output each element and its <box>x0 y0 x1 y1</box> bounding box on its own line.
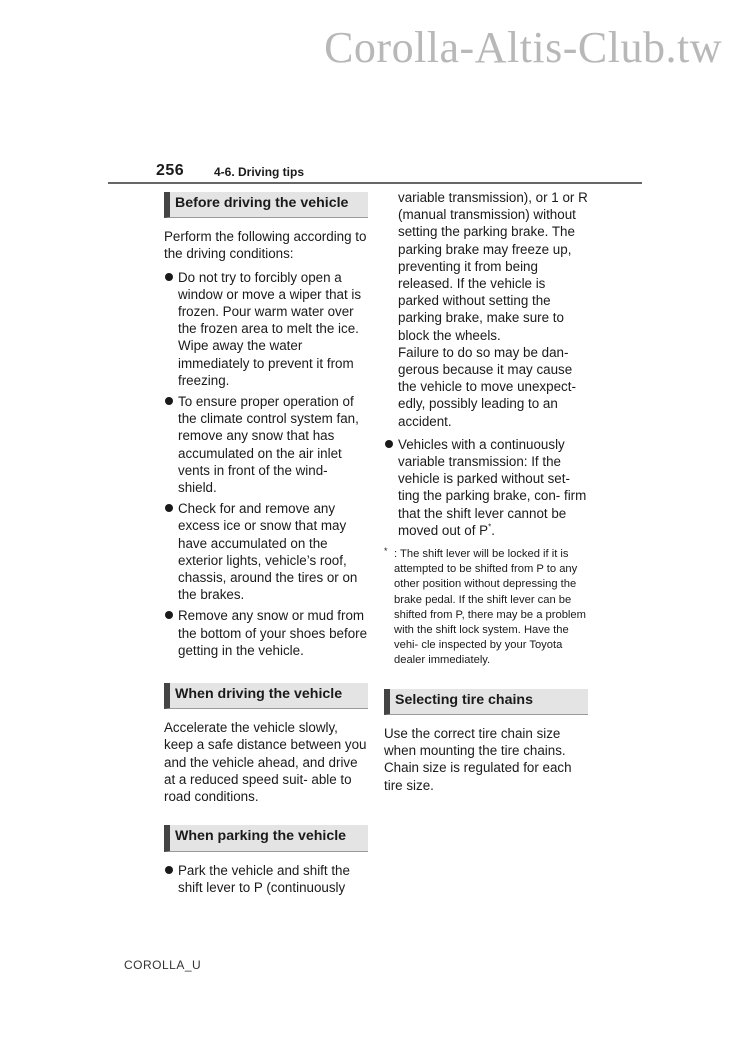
section-title: 4-6. Driving tips <box>214 165 305 179</box>
heading-when-driving: When driving the vehicle <box>164 683 368 709</box>
bullet-icon <box>385 440 393 448</box>
footnote-asterisk: * <box>384 546 388 557</box>
bullet-icon <box>165 273 173 281</box>
footnote <box>384 547 588 669</box>
list-item-text-end: . <box>491 522 495 538</box>
list-item <box>164 862 368 896</box>
header-rule <box>108 182 642 184</box>
spacer <box>164 805 368 825</box>
heading-when-parking: When parking the vehicle <box>164 825 368 851</box>
list-item <box>384 436 588 539</box>
watermark: Corolla-Altis-Club.tw <box>324 23 722 72</box>
list-item <box>164 500 368 603</box>
list-item <box>164 269 368 389</box>
list-item-text: Remove any snow or mud from the bottom of your shoes before getting in the vehicle. <box>178 608 368 658</box>
footer-label: COROLLA_U <box>124 958 202 972</box>
left-column <box>164 192 368 900</box>
heading-tire-chains: Selecting tire chains <box>384 689 588 715</box>
page-header <box>108 160 642 186</box>
bullet-icon <box>165 866 173 874</box>
list-item-text: Vehicles with a continuously variable transmission: If the vehicle is parked without set- ting the parking brake, con- firm that the shift lever cannot be moved out of P <box>398 436 587 538</box>
when-driving-text: Accelerate the vehicle slowly, keep a safe distance between you and the vehicle ahead, and drive at a reduced speed suit- able to road conditions. <box>164 720 367 805</box>
parking-continued-text: variable transmission), or 1 or R (manual transmission) without setting the parking brake. The parking brake may freeze up, preventing it from being released. If the vehicle is parked without setting the parking brake, make sure to block the wheels. <box>398 190 588 343</box>
spacer <box>384 669 588 689</box>
list-item <box>164 393 368 496</box>
right-column <box>384 189 588 794</box>
footnote-text: : The shift lever will be locked if it is attempted to be shifted from P to any other position without depressing the brake pedal. If the shift lever can be shifted from P, there may be a problem with the shift lock system. Have the vehi- cle inspected by your Toyota dealer immediately. <box>394 548 586 667</box>
list-item-text: Park the vehicle and shift the shift lever to P (continuously <box>178 862 350 895</box>
list-item-text: To ensure proper operation of the climate control system fan, remove any snow that has accumulated on the air inlet vents in front of the wind- shield. <box>178 394 359 496</box>
list-item-text: Check for and remove any excess ice or snow that may have accumulated on the exterior lights, vehicle’s roof, chassis, around the tires or on the brakes. <box>178 501 358 603</box>
before-driving-list <box>164 269 368 659</box>
spacer <box>164 663 368 683</box>
parking-warning-text: Failure to do so may be dan- gerous because it may cause the vehicle to move unexpect- edly, possibly leading to an accident. <box>398 344 576 429</box>
tire-chains-text: Use the correct tire chain size when mounting the tire chains. Chain size is regulated for each tire size. <box>384 725 572 793</box>
bullet-icon <box>165 504 173 512</box>
parking-continued <box>384 189 588 430</box>
parking-list <box>164 862 368 896</box>
footnote-marker: * <box>488 522 492 532</box>
before-driving-intro: Perform the following according to the driving conditions: <box>164 229 367 262</box>
list-item-text: Do not try to forcibly open a window or move a wiper that is frozen. Pour warm water over the frozen area to melt the ice. Wipe away the water immediately to prevent it from freezing. <box>178 269 362 388</box>
heading-before-driving: Before driving the vehicle <box>164 192 368 218</box>
bullet-icon <box>165 397 173 405</box>
cvt-list <box>384 436 588 539</box>
page-number: 256 <box>156 162 185 179</box>
list-item <box>164 607 368 659</box>
bullet-icon <box>165 611 173 619</box>
